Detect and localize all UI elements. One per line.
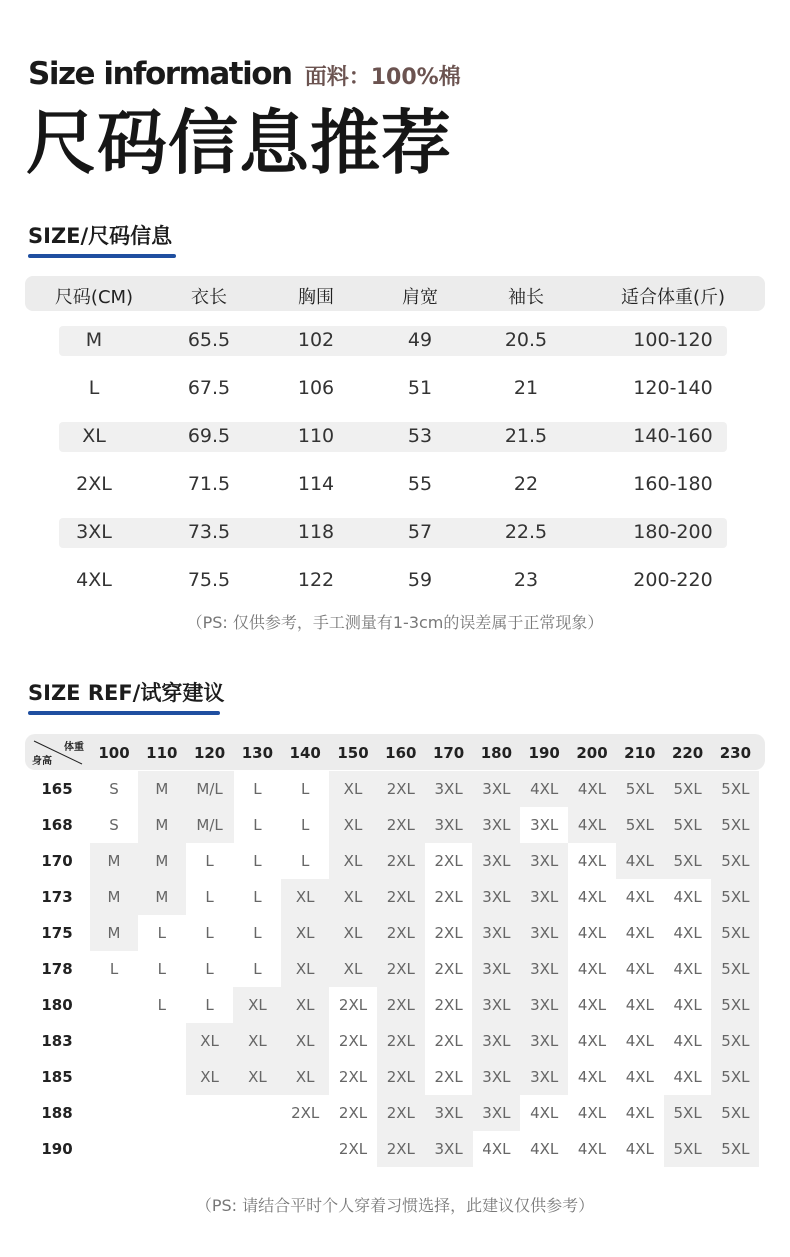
ref-grid-cell: 3XL	[530, 816, 559, 834]
weight-column-header: 160	[385, 744, 417, 762]
ref-grid-cell: 4XL	[673, 924, 702, 942]
size-table-cell: 57	[407, 521, 433, 543]
size-note: （PS: 仅供参考，手工测量有1-3cm的误差属于正常现象）	[186, 613, 604, 632]
ref-grid-cell: 5XL	[711, 915, 759, 951]
weight-column-header: 230	[719, 744, 752, 762]
ref-grid-cell: 4XL	[625, 996, 654, 1014]
ref-grid-cell: 5XL	[664, 807, 712, 843]
ref-grid-cell: 2XL	[377, 1131, 425, 1167]
ref-grid-cell: 3XL	[472, 1059, 520, 1095]
ref-grid-cell: M	[138, 771, 186, 807]
ref-grid-cell: 3XL	[472, 771, 520, 807]
ref-grid-cell: 3XL	[472, 915, 520, 951]
ref-grid-cell: 2XL	[377, 843, 425, 879]
size-table-cell: M	[85, 329, 103, 351]
height-row-label: 180	[41, 996, 73, 1014]
ref-grid-cell: XL	[281, 1059, 329, 1095]
ref-grid-cell: XL	[281, 915, 329, 951]
ref-grid-cell: 3XL	[472, 987, 520, 1023]
ref-grid-cell: 4XL	[616, 843, 664, 879]
ref-grid-cell: 5XL	[711, 843, 759, 879]
size-table-cell: 73.5	[187, 521, 231, 543]
ref-grid-cell: 4XL	[673, 1032, 702, 1050]
ref-grid-cell: 2XL	[291, 1104, 320, 1122]
ref-grid-cell: L	[205, 996, 214, 1014]
ref-grid-cell: 3XL	[472, 807, 520, 843]
ref-grid-cell: XL	[281, 879, 329, 915]
ref-grid-cell: 4XL	[577, 924, 607, 942]
ref-grid-cell: XL	[281, 987, 329, 1023]
height-row-label: 165	[41, 780, 73, 798]
ref-grid-cell	[281, 1131, 329, 1167]
ref-grid-cell: 3XL	[472, 951, 520, 987]
ref-grid-cell: 4XL	[530, 1104, 559, 1122]
ref-grid-cell: XL	[329, 843, 377, 879]
ref-grid-cell: 2XL	[377, 915, 425, 951]
ref-grid-cell: 3XL	[520, 1023, 568, 1059]
ref-grid-cell: 4XL	[625, 1140, 654, 1158]
height-row-label: 175	[41, 924, 73, 942]
size-table-cell: 21	[513, 377, 539, 399]
size-table-cell: 23	[513, 569, 539, 591]
ref-grid-cell: 4XL	[577, 852, 607, 870]
ref-grid-cell: 4XL	[577, 888, 607, 906]
weight-column-header: 140	[289, 744, 321, 762]
ref-grid-cell: 4XL	[530, 1140, 559, 1158]
ref-section-title-text: SIZE REF/试穿建议	[28, 681, 225, 705]
size-table-cell: 102	[297, 329, 335, 351]
ref-grid-cell: 5XL	[711, 951, 759, 987]
ref-grid-cell: 2XL	[338, 1140, 368, 1158]
weight-column-header: 190	[528, 744, 560, 762]
ref-grid-cell: 3XL	[520, 843, 568, 879]
height-row-label: 178	[41, 960, 73, 978]
size-column-header: 衣长	[191, 287, 227, 308]
ref-corner-cell	[28, 736, 86, 768]
ref-grid-cell	[138, 1059, 186, 1095]
ref-grid-cell: 3XL	[520, 879, 568, 915]
size-table-cell: 3XL	[76, 521, 112, 543]
size-table-cell: 122	[297, 569, 335, 591]
ref-grid-cell	[90, 1059, 138, 1095]
ref-section-underline	[28, 711, 220, 715]
weight-column-header: 150	[337, 744, 369, 762]
ref-grid-cell: 2XL	[338, 1068, 368, 1086]
ref-grid-cell: 5XL	[664, 843, 712, 879]
ref-grid-cell: 4XL	[625, 1104, 654, 1122]
ref-grid-cell: 4XL	[625, 1068, 654, 1086]
ref-grid-cell: XL	[233, 1023, 281, 1059]
ref-grid-cell: XL	[329, 771, 377, 807]
ref-grid-cell: 5XL	[664, 771, 712, 807]
ref-grid-cell: 4XL	[625, 960, 654, 978]
ref-grid-cell: 5XL	[711, 1131, 759, 1167]
ref-grid-cell: 2XL	[434, 852, 463, 870]
size-table-cell: 21.5	[504, 425, 548, 447]
ref-grid-cell: 5XL	[711, 771, 759, 807]
ref-grid-cell: 5XL	[711, 987, 759, 1023]
ref-grid-cell: 2XL	[377, 987, 425, 1023]
ref-section-title	[28, 677, 224, 715]
size-table-cell: 53	[407, 425, 433, 447]
ref-grid-cell: M	[90, 843, 138, 879]
ref-grid-cell: 2XL	[434, 888, 463, 906]
weight-column-header: 170	[432, 744, 465, 762]
ref-grid-cell: 2XL	[434, 960, 463, 978]
ref-grid-cell: 3XL	[425, 1095, 473, 1131]
ref-grid-cell: 5XL	[711, 1023, 759, 1059]
ref-grid-cell: 3XL	[472, 843, 520, 879]
size-column-header: 尺码(CM)	[54, 287, 134, 308]
header	[28, 56, 461, 92]
ref-grid-cell	[186, 1095, 234, 1131]
size-table-cell: L	[88, 377, 100, 399]
ref-grid-cell: 2XL	[377, 1059, 425, 1095]
ref-grid-cell: 4XL	[568, 771, 616, 807]
weight-column-header: 120	[193, 744, 226, 762]
height-row-label: 168	[41, 816, 73, 834]
ref-grid-cell	[138, 1095, 186, 1131]
size-table-cell: 160-180	[633, 473, 713, 495]
ref-grid-cell: 2XL	[377, 771, 425, 807]
ref-grid-cell: XL	[186, 1023, 234, 1059]
ref-grid-cell: 2XL	[338, 1032, 368, 1050]
height-row-label: 183	[41, 1032, 73, 1050]
ref-grid-cell: 3XL	[425, 771, 473, 807]
size-section-underline	[28, 254, 176, 258]
ref-grid-cell: 4XL	[577, 996, 607, 1014]
ref-grid-cell: XL	[329, 807, 377, 843]
ref-grid-cell: 5XL	[616, 807, 664, 843]
weight-column-header: 210	[624, 744, 656, 762]
ref-grid-cell: 4XL	[577, 1140, 607, 1158]
ref-grid-cell	[138, 1131, 186, 1167]
size-table-cell: 106	[297, 377, 335, 399]
size-column-header: 袖长	[508, 287, 544, 308]
ref-grid-cell: L	[205, 960, 214, 978]
ref-grid-cell	[90, 1095, 138, 1131]
ref-grid-cell: 4XL	[673, 960, 702, 978]
ref-grid-cell: XL	[186, 1059, 234, 1095]
ref-grid-cell: M	[90, 915, 138, 951]
ref-grid-cell: 2XL	[377, 807, 425, 843]
size-table-cell: 22	[513, 473, 539, 495]
ref-grid-cell: XL	[329, 915, 377, 951]
ref-grid-cell: 3XL	[472, 1095, 520, 1131]
ref-grid-cell: M	[138, 843, 186, 879]
ref-grid-cell: 5XL	[664, 1095, 712, 1131]
size-table-cell: 55	[407, 473, 433, 495]
ref-grid-cell: L	[157, 996, 166, 1014]
ref-grid-cell: 3XL	[425, 1131, 473, 1167]
ref-grid-cell: L	[253, 924, 262, 942]
ref-grid-cell: 2XL	[434, 924, 463, 942]
ref-grid-cell: L	[301, 780, 310, 798]
ref-grid-cell: L	[253, 852, 262, 870]
size-table-cell: 65.5	[187, 329, 231, 351]
ref-grid-cell: XL	[233, 1059, 281, 1095]
size-row-background	[59, 326, 727, 356]
ref-grid-cell: 5XL	[711, 807, 759, 843]
weight-column-header: 220	[671, 744, 704, 762]
size-table-cell: 22.5	[504, 521, 548, 543]
ref-grid-cell: 2XL	[377, 1095, 425, 1131]
size-table-cell: 140-160	[633, 425, 713, 447]
size-table-cell: 71.5	[187, 473, 231, 495]
ref-grid-cell: 4XL	[673, 1068, 702, 1086]
ref-grid-cell: XL	[329, 951, 377, 987]
ref-grid-cell	[233, 1131, 281, 1167]
ref-grid-cell: 2XL	[434, 1068, 463, 1086]
ref-grid-cell: 3XL	[520, 1059, 568, 1095]
ref-grid-cell: 5XL	[616, 771, 664, 807]
size-table-cell: 75.5	[187, 569, 231, 591]
size-table-cell: 69.5	[187, 425, 231, 447]
ref-grid-cell: 3XL	[472, 879, 520, 915]
ref-grid-cell: 4XL	[520, 771, 568, 807]
ref-grid-cell: 5XL	[711, 879, 759, 915]
size-section-title	[28, 220, 176, 258]
ref-grid-cell: L	[205, 924, 214, 942]
ref-grid-cell: L	[253, 888, 262, 906]
ref-grid-cell: L	[205, 852, 214, 870]
ref-grid-cell: S	[109, 780, 119, 798]
corner-height-label: 身高	[32, 756, 52, 767]
ref-grid-cell: 4XL	[577, 1068, 607, 1086]
page-title: 尺码信息推荐	[26, 102, 452, 184]
size-table-cell: 200-220	[633, 569, 713, 591]
ref-note: （PS: 请结合平时个人穿着习惯选择，此建议仅供参考）	[195, 1196, 595, 1215]
ref-grid-cell	[90, 987, 138, 1023]
ref-grid-cell: 2XL	[338, 996, 368, 1014]
ref-grid-cell: 3XL	[520, 951, 568, 987]
ref-grid-cell: M/L	[186, 771, 234, 807]
ref-grid-cell: M/L	[186, 807, 234, 843]
ref-grid-cell: L	[109, 960, 119, 978]
ref-grid-cell: 5XL	[711, 1095, 759, 1131]
ref-grid-cell: 2XL	[377, 1023, 425, 1059]
ref-grid-cell: L	[157, 960, 166, 978]
corner-weight-label: 体重	[64, 742, 84, 753]
size-table-cell: 118	[297, 521, 335, 543]
ref-grid-cell: 4XL	[673, 888, 702, 906]
english-title: Size information	[28, 56, 292, 92]
height-row-label: 188	[41, 1104, 73, 1122]
ref-grid-cell: M	[90, 879, 138, 915]
ref-grid-cell: L	[253, 816, 262, 834]
size-table-cell: XL	[82, 425, 106, 447]
ref-grid-cell: L	[301, 816, 310, 834]
ref-grid-cell: M	[138, 807, 186, 843]
ref-grid-cell: 2XL	[338, 1104, 368, 1122]
ref-grid-cell: 3XL	[520, 915, 568, 951]
weight-column-header: 180	[480, 744, 513, 762]
height-row-label: 173	[41, 888, 73, 906]
ref-grid-cell: M	[138, 879, 186, 915]
ref-grid-cell: L	[205, 888, 214, 906]
weight-column-header: 130	[241, 744, 274, 762]
ref-grid-cell: 4XL	[673, 996, 702, 1014]
ref-grid-cell	[90, 1023, 138, 1059]
size-column-header: 胸围	[298, 287, 334, 308]
ref-grid-cell: 4XL	[577, 1104, 607, 1122]
ref-grid-cell: L	[253, 780, 262, 798]
ref-grid-cell: L	[157, 924, 166, 942]
ref-grid-cell: 3XL	[520, 987, 568, 1023]
size-table-cell: 67.5	[187, 377, 231, 399]
size-section-title-text: SIZE/尺码信息	[28, 224, 173, 248]
size-table-cell: 110	[297, 425, 335, 447]
ref-grid-cell: 4XL	[625, 888, 654, 906]
ref-grid-cell: XL	[281, 951, 329, 987]
size-table-cell: 59	[407, 569, 433, 591]
ref-grid-cell: 3XL	[425, 807, 473, 843]
size-table-cell: 120-140	[633, 377, 713, 399]
size-row-background	[59, 422, 727, 452]
ref-grid-cell	[186, 1131, 234, 1167]
ref-grid-cell: 2XL	[377, 879, 425, 915]
ref-grid-cell: XL	[281, 1023, 329, 1059]
ref-grid-cell: 3XL	[472, 1023, 520, 1059]
size-table-cell: 51	[407, 377, 433, 399]
size-row-background	[59, 518, 727, 548]
size-table-cell: 2XL	[76, 473, 112, 495]
ref-grid-cell: 4XL	[625, 924, 654, 942]
ref-grid-cell: L	[301, 852, 310, 870]
ref-grid-cell: XL	[329, 879, 377, 915]
size-table-cell: 49	[407, 329, 433, 351]
ref-grid-cell	[138, 1023, 186, 1059]
ref-grid-cell	[233, 1095, 281, 1131]
size-table-cell: 20.5	[504, 329, 548, 351]
size-table-cell: 4XL	[76, 569, 112, 591]
ref-grid-cell: 2XL	[434, 1032, 463, 1050]
weight-column-header: 200	[576, 744, 608, 762]
size-table-cell: 180-200	[633, 521, 713, 543]
ref-grid-cell: 2XL	[434, 996, 463, 1014]
ref-grid-cell: S	[109, 816, 119, 834]
height-row-label: 170	[41, 852, 73, 870]
size-table-cell: 114	[297, 473, 335, 495]
ref-grid-cell: 4XL	[568, 807, 616, 843]
ref-grid-cell: 4XL	[577, 960, 607, 978]
size-column-header: 肩宽	[402, 287, 438, 308]
height-row-label: 190	[41, 1140, 73, 1158]
ref-grid-cell: 5XL	[711, 1059, 759, 1095]
fabric-label: 面料：100%棉	[304, 65, 461, 90]
ref-grid-cell	[90, 1131, 138, 1167]
ref-grid-cell: 4XL	[625, 1032, 654, 1050]
ref-grid-cell: 5XL	[664, 1131, 712, 1167]
ref-grid-cell: 2XL	[377, 951, 425, 987]
weight-column-header: 100	[98, 744, 130, 762]
ref-grid-cell: L	[253, 960, 262, 978]
size-column-header: 适合体重(斤)	[620, 287, 726, 308]
ref-grid-cell: 4XL	[482, 1140, 511, 1158]
ref-grid-cell: XL	[233, 987, 281, 1023]
size-table-cell: 100-120	[633, 329, 713, 351]
weight-column-header: 110	[146, 744, 178, 762]
ref-grid-cell: 4XL	[577, 1032, 607, 1050]
height-row-label: 185	[41, 1068, 73, 1086]
